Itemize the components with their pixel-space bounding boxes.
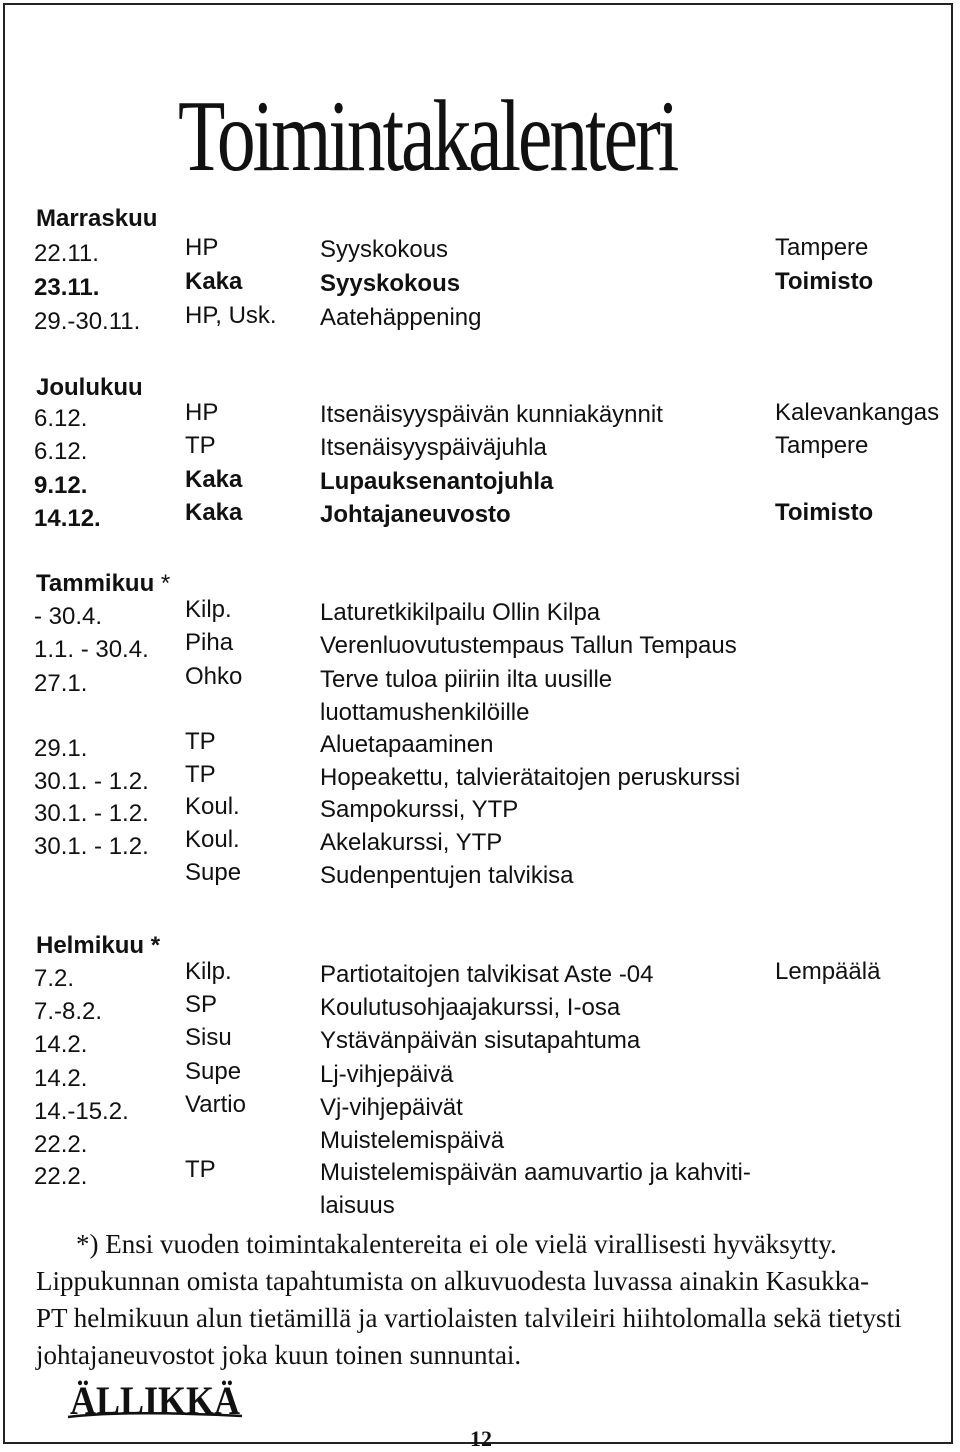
- event-row-continuation: [0, 699, 960, 733]
- event-unit: Kaka: [185, 466, 243, 493]
- event-unit: TP: [185, 728, 216, 755]
- event-title: Ystävänpäivän sisutapahtuma: [320, 1027, 641, 1054]
- event-unit: Kaka: [185, 268, 243, 295]
- event-row: [0, 793, 960, 830]
- event-row: [0, 468, 960, 502]
- event-place: Lempäälä: [775, 958, 881, 985]
- event-title: Partiotaitojen talvikisat Aste -04: [320, 961, 654, 988]
- event-row: [0, 629, 960, 666]
- event-row: [0, 1127, 960, 1161]
- note-line: Lippukunnan omista tapahtumista on alkuvuodesta luvassa ainakin Kasukka-: [36, 1266, 870, 1296]
- event-row: [0, 761, 960, 798]
- event-date: 30.1. - 1.2.: [34, 800, 149, 827]
- event-title: Hopeakettu, talvierätaitojen peruskurssi: [320, 764, 741, 791]
- event-title: Lupauksenantojuhla: [320, 468, 554, 495]
- event-date: 14.-15.2.: [34, 1098, 129, 1125]
- event-place: Kalevankangas: [775, 399, 940, 426]
- event-row: [0, 401, 960, 435]
- event-place: Toimisto: [775, 268, 874, 295]
- event-row: [0, 596, 960, 633]
- event-title: Syyskokous: [320, 270, 461, 297]
- note-line: johtajaneuvostot joka kuun toinen sunnuntai.: [36, 1340, 522, 1370]
- event-title: Sudenpentujen talvikisa: [320, 862, 574, 889]
- event-title: Koulutusohjaajakurssi, I-osa: [320, 994, 621, 1021]
- event-date: 6.12.: [34, 405, 88, 432]
- event-unit: Koul.: [185, 793, 240, 820]
- footnote-marker: *: [160, 570, 171, 597]
- event-title: Vj-vihjepäivät: [320, 1094, 463, 1121]
- event-title: Lj-vihjepäivä: [320, 1061, 454, 1088]
- event-title: Muistelemispäivä: [320, 1127, 505, 1154]
- event-row: [0, 236, 960, 270]
- event-title: Aluetapaaminen: [320, 731, 494, 758]
- event-title: Laturetkikilpailu Ollin Kilpa: [320, 599, 601, 626]
- event-unit: TP: [185, 432, 216, 459]
- event-row: [0, 304, 960, 338]
- event-date: 14.2.: [34, 1065, 88, 1092]
- event-date: 7.2.: [34, 965, 75, 992]
- event-unit: SP: [185, 991, 218, 1018]
- month-heading-marraskuu: Marraskuu: [36, 205, 158, 232]
- event-unit: TP: [185, 761, 216, 788]
- event-place: Tampere: [775, 234, 869, 261]
- month-heading-helmikuu: Helmikuu *: [36, 932, 161, 959]
- event-row: [0, 991, 960, 1028]
- event-date: 6.12.: [34, 438, 88, 465]
- event-unit: Sisu: [185, 1024, 232, 1051]
- event-unit: Kaka: [185, 499, 243, 526]
- event-row: [0, 958, 960, 995]
- event-date: 22.11.: [34, 240, 99, 267]
- logo-text: ÄLLIKKÄ: [70, 1380, 241, 1420]
- event-date: 7.-8.2.: [34, 998, 103, 1025]
- event-date: 22.2.: [34, 1131, 88, 1158]
- event-date: 14.12.: [34, 505, 101, 532]
- footnote: *) Ensi vuoden toimintakalentereita ei ole vielä virallisesti hyväksytty.: [76, 1229, 837, 1259]
- note-line: PT helmikuun alun tietämillä ja vartiolaisten talvileiri hiihtolomalla sekä tietysti: [36, 1303, 902, 1333]
- event-unit: Vartio: [185, 1091, 246, 1118]
- event-title: Itsenäisyyspäivän kunniakäynnit: [320, 401, 663, 428]
- month-heading-tammikuu: Tammikuu *: [36, 570, 171, 597]
- event-unit: HP: [185, 399, 219, 426]
- event-unit: TP: [185, 1156, 216, 1183]
- event-title: Verenluovutustempaus Tallun Tempaus: [320, 632, 737, 659]
- event-date: 9.12.: [34, 472, 88, 499]
- event-date: - 30.4.: [34, 603, 103, 630]
- event-date: 23.11.: [34, 274, 100, 301]
- event-unit: Piha: [185, 629, 234, 656]
- event-title: Sampokurssi, YTP: [320, 796, 519, 823]
- event-row: [0, 1024, 960, 1061]
- event-unit: Kilp.: [185, 596, 232, 623]
- event-unit: Ohko: [185, 663, 243, 690]
- event-title: Terve tuloa piiriin ilta uusille: [320, 666, 613, 693]
- page-title: Toimintakalenteri: [178, 80, 677, 193]
- event-unit: Supe: [185, 1058, 242, 1085]
- event-row: [0, 728, 960, 765]
- event-place: Tampere: [775, 432, 869, 459]
- event-title: Itsenäisyyspäiväjuhla: [320, 434, 547, 461]
- event-unit: HP: [185, 234, 219, 261]
- event-unit: HP, Usk.: [185, 302, 277, 329]
- event-row: [0, 434, 960, 468]
- event-title: Muistelemispäivän aamuvartio ja kahviti-: [320, 1159, 751, 1186]
- event-row-continuation: [0, 1192, 960, 1226]
- footnote-marker: *: [150, 932, 161, 959]
- event-row: [0, 663, 960, 700]
- event-date: 1.1. - 30.4.: [34, 636, 149, 663]
- event-row: [0, 1091, 960, 1128]
- event-title: Syyskokous: [320, 236, 449, 263]
- event-date: 22.2.: [34, 1163, 88, 1190]
- event-title: laisuus: [320, 1192, 395, 1219]
- event-date: 14.2.: [34, 1031, 88, 1058]
- event-date: 27.1.: [34, 670, 88, 697]
- event-row: [0, 1156, 960, 1193]
- event-row: [0, 1058, 960, 1095]
- event-title: Johtajaneuvosto: [320, 501, 511, 528]
- event-row: [0, 826, 960, 863]
- event-unit: Kilp.: [185, 958, 232, 985]
- event-unit: Koul.: [185, 826, 240, 853]
- event-date: 30.1. - 1.2.: [34, 768, 149, 795]
- event-place: Toimisto: [775, 499, 874, 526]
- event-date: 29.-30.11.: [34, 308, 141, 335]
- allikka-logo: [66, 1380, 244, 1420]
- page-number: 12: [470, 1426, 492, 1451]
- event-unit: Supe: [185, 859, 242, 886]
- event-title: luottamushenkilöille: [320, 699, 530, 726]
- month-heading-joulukuu: Joulukuu: [36, 374, 143, 401]
- event-row: [0, 501, 960, 535]
- event-date: 30.1. - 1.2.: [34, 833, 149, 860]
- event-row: [0, 859, 960, 896]
- event-row: [0, 270, 960, 304]
- event-title: Aatehäppening: [320, 304, 482, 331]
- event-title: Akelakurssi, YTP: [320, 829, 503, 856]
- event-date: 29.1.: [34, 735, 88, 762]
